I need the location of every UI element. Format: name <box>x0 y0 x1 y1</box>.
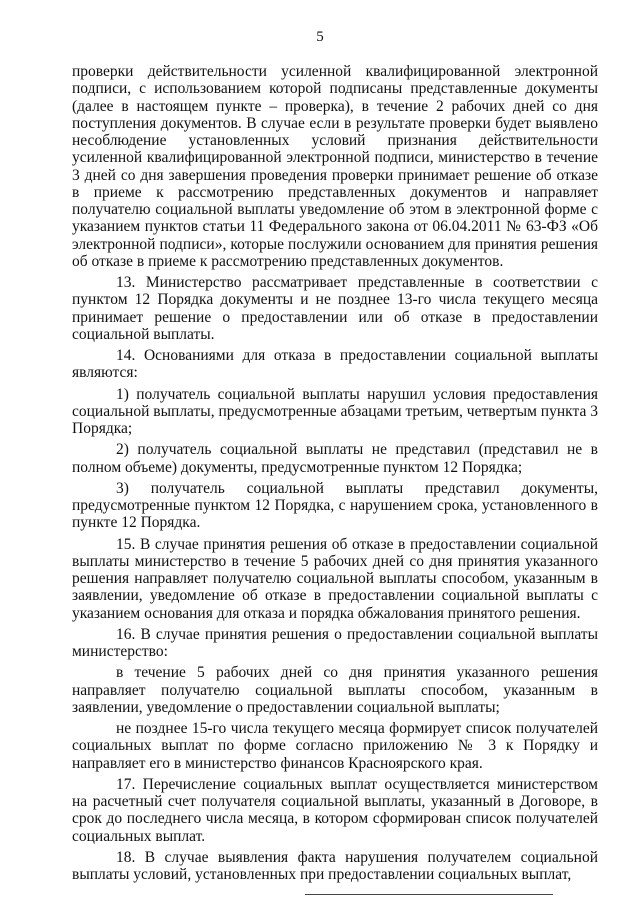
paragraph-17: 17. Перечисление социальных выплат осуществляется министерством на расчетный счет получателя социальной выплаты, указанный в Договоре, в срок до последнего числа месяца, в котором сформирован список получателей социальных выплат. <box>72 775 598 845</box>
paragraph-continuation: проверки действительности усиленной квалифицированной электронной подписи, с использованием которой подписаны представленные документы (далее в настоящем пункте – проверка), в течение 2 рабочих дней со дня поступления документов. В случае если в результате проверки будет выявлено несоблюдение установленных условий признания действительности усиленной квалифицированной электронной подписи, министерство в течение 3 дней со дня завершения проведения проверки принимает решение об отказе в приеме к рассмотрению представленных документов и направляет получателю социальной выплаты уведомление об этом в электронной форме с указанием пунктов статьи 11 Федерального закона от 06.04.2011 № 63-ФЗ «Об электронной подписи», которые послужили основанием для принятия решения об отказе в приеме к рассмотрению представленных документов. <box>72 63 598 270</box>
page-number: 5 <box>316 29 324 45</box>
paragraph-16-item-2: не позднее 15-го числа текущего месяца формирует список получателей социальных выплат по форме согласно приложению № 3 к Порядку и направляет его в министерство финансов Красноярского края. <box>72 720 598 772</box>
paragraph-14: 14. Основаниями для отказа в предоставлении социальной выплаты являются: <box>72 347 598 382</box>
paragraph-16-item-1: в течение 5 рабочих дней со дня принятия указанного решения направляет получателю социальной выплаты способом, указанным в заявлении, уведомление о предоставлении социальной выплаты; <box>72 664 598 716</box>
paragraph-18: 18. В случае выявления факта нарушения получателем социальной выплаты условий, установленных при предоставлении социальных выплат, <box>72 848 598 883</box>
paragraph-15: 15. В случае принятия решения об отказе в предоставлении социальной выплаты министерство в течение 5 рабочих дней со дня принятия указанного решения направляет получателю социальной выплаты способом, указанным в заявлении, уведомление об отказе в предоставлении социальной выплаты с указанием основания для отказа и порядка обжалования принятого решения. <box>72 535 598 622</box>
paragraph-14-item-3: 3) получатель социальной выплаты представил документы, предусмотренные пунктом 12 Порядка, с нарушением срока, установленного в пункте 12 Порядка. <box>72 479 598 532</box>
document-body <box>72 63 598 883</box>
footer-divider <box>305 894 553 895</box>
paragraph-14-item-1: 1) получатель социальной выплаты нарушил условия предоставления социальной выплаты, предусмотренные абзацами третьим, четвертым пункта 3 Порядка; <box>72 385 598 437</box>
paragraph-13: 13. Министерство рассматривает представленные в соответствии с пунктом 12 Порядка документы и не позднее 13-го числа текущего месяца принимает решение о предоставлении или об отказе в предоставлении социальной выплаты. <box>72 274 598 343</box>
paragraph-14-item-2: 2) получатель социальной выплаты не представил (представил не в полном объеме) документы, предусмотренные пунктом 12 Порядка; <box>72 441 598 476</box>
paragraph-16: 16. В случае принятия решения о предоставлении социальной выплаты министерство: <box>72 625 598 660</box>
